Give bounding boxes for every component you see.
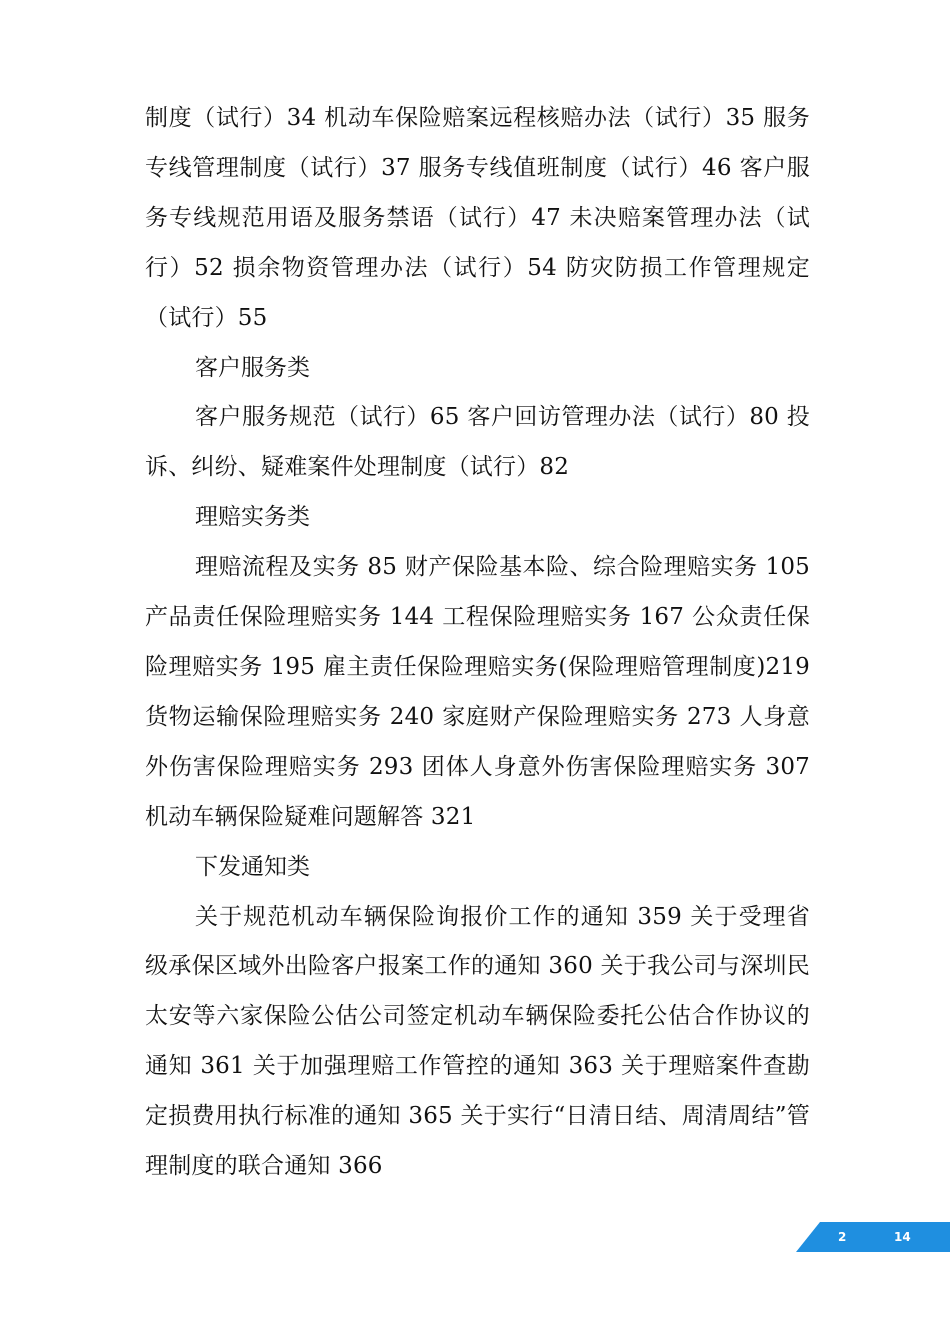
body-paragraph-4: 关于规范机动车辆保险询报价工作的通知 359 关于受理省级承保区域外出险客户报案工作的通知 360 关于我公司与深圳民太安等六家保险公估公司签定机动车辆保险委托公估合作协议的通知 361 关于加强理赔工作管控的通知 363 关于理赔案件查勘定损费用执行标准的通知 365 关于实行“日清日结、周清周结”管理制度的联合通知 366 xyxy=(145,903,810,1180)
body-paragraph-2: 客户服务规范（试行）65 客户回访管理办法（试行）80 投诉、纠纷、疑难案件处理制度（试行）82 xyxy=(145,404,810,481)
section-heading-notices: 下发通知类 xyxy=(195,853,310,880)
document-body xyxy=(145,94,810,1192)
section-heading-claims-practice: 理赔实务类 xyxy=(195,504,310,531)
total-page-count: 14 xyxy=(894,1230,911,1244)
section-heading-customer-service: 客户服务类 xyxy=(195,354,310,381)
current-page-number: 2 xyxy=(838,1230,847,1244)
page-number-band xyxy=(796,1222,950,1252)
body-paragraph-1: 制度（试行）34 机动车保险赔案远程核赔办法（试行）35 服务专线管理制度（试行）37 服务专线值班制度（试行）46 客户服务专线规范用语及服务禁语（试行）47 未决赔案管理办法（试行）52 损余物资管理办法（试行）54 防灾防损工作管理规定（试行）55 xyxy=(145,105,810,331)
body-paragraph-3: 理赔流程及实务 85 财产保险基本险、综合险理赔实务 105 产品责任保险理赔实务 144 工程保险理赔实务 167 公众责任保险理赔实务 195 雇主责任保险理赔实务(保险理赔管理制度)219 货物运输保险理赔实务 240 家庭财产保险理赔实务 273 人身意外伤害保险理赔实务 293 团体人身意外伤害保险理赔实务 307 机动车辆保险疑难问题解答 321 xyxy=(145,554,810,830)
